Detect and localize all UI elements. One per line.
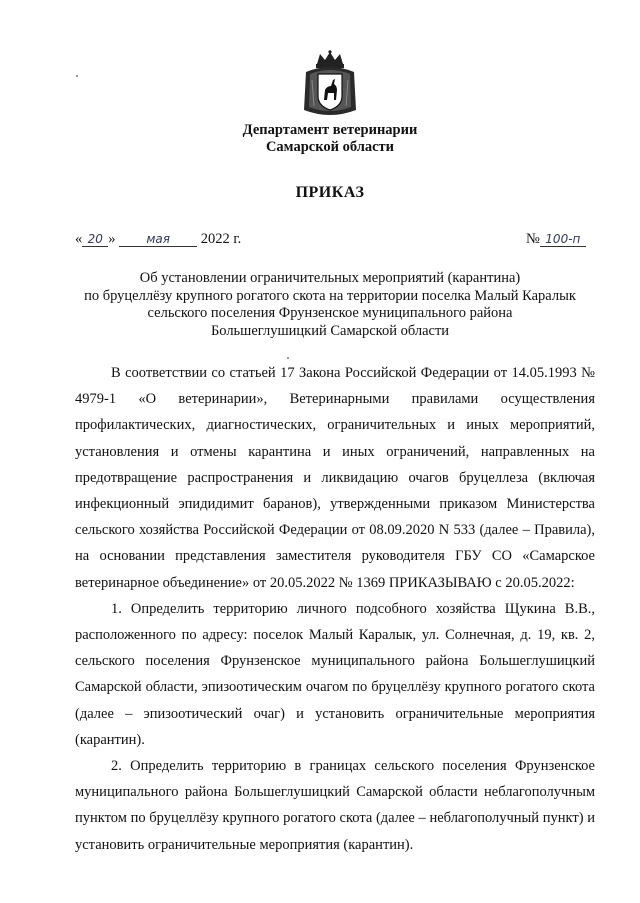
department-name-line2: Самарской области xyxy=(265,139,395,155)
body-paragraph: 2. Определить территорию в границах сельского поселения Фрунзенское муниципального района Большеглушицкий Самарской области неблагополучным пунктом по бруцеллёзу крупного рогатого скота (далее – неблагополучный пункт) и установить ограничительные мероприятия (карантин). xyxy=(75,758,595,853)
scan-speck xyxy=(76,75,78,77)
subject-line: по бруцеллёзу крупного рогатого скота на территории поселка Малый Каралык xyxy=(84,287,576,304)
order-date xyxy=(75,231,241,248)
order-number xyxy=(526,231,586,248)
date-open-quote: « xyxy=(75,231,83,247)
number-prefix: № xyxy=(526,231,540,247)
department-name-line1: Департамент ветеринарии xyxy=(242,122,418,138)
order-subject xyxy=(60,270,600,340)
document-title: ПРИКАЗ xyxy=(295,184,365,201)
date-close-quote: » xyxy=(108,231,116,247)
scan-speck xyxy=(287,357,289,359)
body-paragraph: В соответствии со статьей 17 Закона Российской Федерации от 14.05.1993 № 4979-1 «О ветеринарии», Ветеринарными правилами осуществления профилактических, диагностических, ограничительных и иных мероприятий, установления и отмены карантина и иных ограничений, направленных на предотвращение распространения и ликвидацию очагов бруцеллеза (включая инфекционный эпидидимит баранов), утвержденными приказом Министерства сельского хозяйства Российской Федерации от 08.09.2020 N 533 (далее – Правила), на основании представления заместителя руководителя ГБУ СО «Самарское ветеринарное объединение» от 20.05.2022 № 1369 ПРИКАЗЫВАЮ с 20.05.2022: xyxy=(75,365,595,591)
order-body xyxy=(75,360,595,858)
body-paragraph: 1. Определить территорию личного подсобного хозяйства Щукина В.В., расположенного по адресу: поселок Малый Каралык, ул. Солнечная, д. 19, кв. 2, сельского поселения Фрунзенское муниципального района Большеглушицкий Самарской области, эпизоотическим очагом по бруцеллёзу крупного рогатого скота (далее – эпизоотический очаг) и установить ограничительные мероприятия (карантин). xyxy=(75,600,595,748)
subject-line: сельского поселения Фрунзенское муниципального района xyxy=(147,305,513,321)
subject-line: Большеглушицкий Самарской области xyxy=(210,322,450,339)
samara-coat-of-arms-icon xyxy=(300,50,360,118)
subject-line: Об установлении ограничительных мероприятий (карантина) xyxy=(139,270,521,286)
date-month-handwritten: мая xyxy=(119,232,197,247)
date-year: 2022 г. xyxy=(200,231,242,247)
date-day-handwritten: 20 xyxy=(82,232,108,247)
number-handwritten: 100-п xyxy=(540,232,586,247)
